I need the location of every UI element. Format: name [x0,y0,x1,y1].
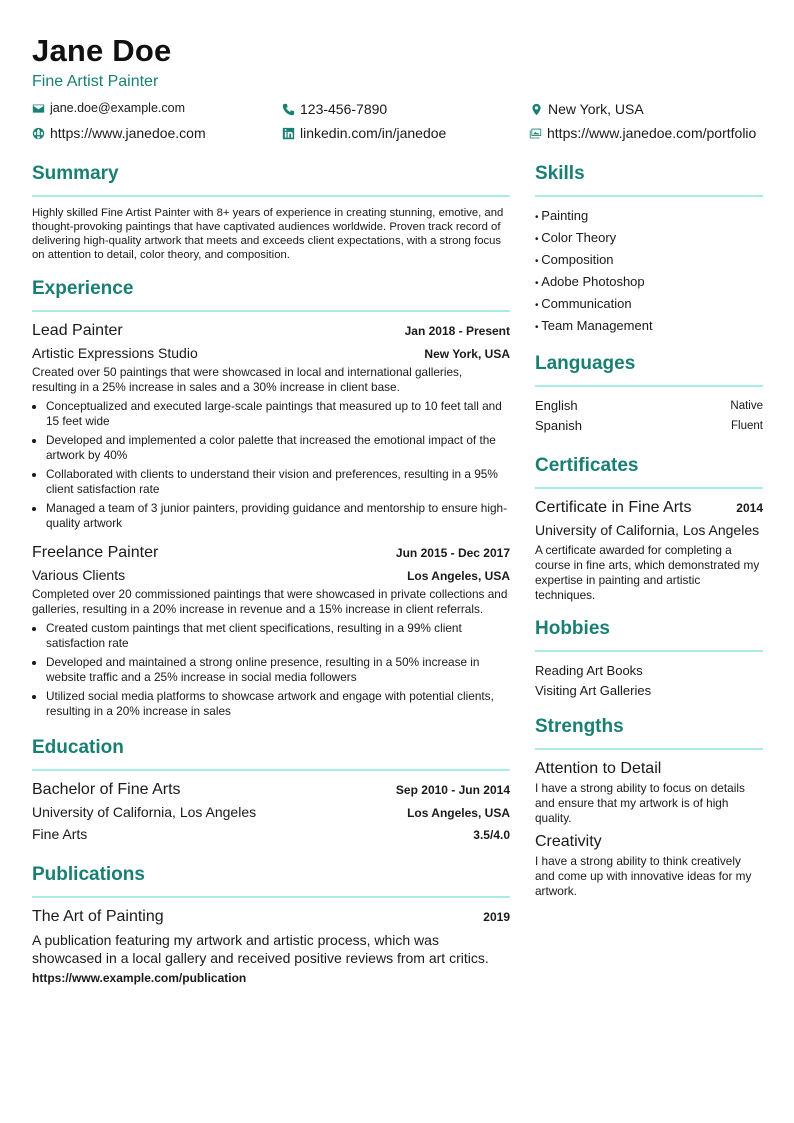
language-level: Fluent [731,420,763,432]
job-role: Fine Artist Painter [32,73,159,90]
hobby-name: Visiting Art Galleries [535,683,652,698]
certificate-year: 2014 [736,501,763,515]
job-bullet: • Developed and implemented a color palette that increased the emotional impact of the artwork by 40% [46,433,510,463]
publications-heading: Publications [32,863,510,898]
job-entry [32,543,510,719]
contact-linkedin[interactable] [282,125,446,141]
left-column [32,162,510,985]
job-location: New York, USA [424,347,510,361]
skill-item: • Communication [535,294,763,316]
education-section [32,736,510,843]
certificate-description: A certificate awarded for completing a course in fine arts, which demonstrated my expertise in painting and artistic techniques. [535,543,760,602]
publication-name: The Art of Painting [32,908,164,925]
strengths-section [535,715,763,899]
strength-description: I have a strong ability to think creatively and come up with innovative ideas for my artwork. [535,854,752,898]
job-bullet: • Created custom paintings that met client specifications, resulting in a 99% client satisfaction rate [46,621,510,651]
job-bullet: • Utilized social media platforms to showcase artwork and engage with potential clients, resulting in a 20% increase in sales [46,689,510,719]
portfolio-icon [529,127,542,140]
phone-icon [282,103,295,116]
hobby-name: Reading Art Books [535,663,643,678]
job-bullet: • Managed a team of 3 junior painters, providing guidance and mentorship to ensure high-quality artwork [46,501,510,531]
job-dates: Jun 2015 - Dec 2017 [395,546,510,560]
contact-phone[interactable] [282,101,387,117]
publication-year: 2019 [483,910,510,924]
skill-item: • Composition [535,250,763,272]
languages-heading: Languages [535,352,763,387]
skills-section [535,162,763,338]
linkedin-icon [282,127,295,140]
skill-item: • Team Management [535,316,763,338]
skill-item: • Color Theory [535,228,763,250]
language-name: English [535,398,578,413]
hobby-item [535,681,763,701]
language-item [535,396,763,416]
summary-heading: Summary [32,162,510,197]
language-item [535,416,763,436]
job-title: Freelance Painter [32,544,159,561]
strength-description: I have a strong ability to focus on details and ensure that my artwork is of high quality. [535,781,745,825]
linkedin-text: linkedin.com/in/janedoe [300,125,447,141]
certificate-name: Certificate in Fine Arts [535,499,692,516]
publications-section [32,863,510,985]
location-text: New York, USA [548,101,644,117]
strength-name: Creativity [535,833,602,850]
job-location: Los Angeles, USA [407,569,510,583]
contact-location [530,101,644,117]
publication-link[interactable]: https://www.example.com/publication [32,971,247,985]
education-heading: Education [32,736,510,771]
mail-icon [32,102,45,115]
skill-item: • Adobe Photoshop [535,272,763,294]
strengths-heading: Strengths [535,715,763,750]
experience-section [32,277,510,719]
job-company: Artistic Expressions Studio [32,345,198,361]
portfolio-text: https://www.janedoe.com/portfolio [547,125,757,141]
certificate-issuer: University of California, Los Angeles [535,522,760,538]
certificates-section [535,454,763,603]
right-column [535,162,763,899]
summary-section [32,162,510,262]
publication-description: A publication featuring my artwork and artistic process, which was showcased in a local gallery and received positive reviews from art critics. [32,932,489,966]
globe-icon [32,127,45,140]
certificates-heading: Certificates [535,454,763,489]
summary-text: Highly skilled Fine Artist Painter with 8+ years of experience in creating stunning, emotive, and thought-provoking paintings that have captivated audiences worldwide. Proven track record of delivering high-quality artwork that meets and exceeds client expectations, with a strong focus on attention to detail, color theory, and composition. [32,207,504,261]
job-summary: Completed over 20 commissioned paintings that were showcased in private collections and galleries, resulting in a 20% increase in revenue and a 15% increase in client referrals. [32,587,508,616]
website-text: https://www.janedoe.com [50,125,206,141]
job-bullets [32,621,510,719]
hobbies-section [535,617,763,701]
job-company: Various Clients [32,567,126,583]
hobby-item [535,661,763,681]
job-bullet: • Developed and maintained a strong online presence, resulting in a 50% increase in website traffic and a 25% increase in social media followers [46,655,510,685]
person-name: Jane Doe [32,33,172,68]
degree: Bachelor of Fine Arts [32,781,181,798]
job-summary: Created over 50 paintings that were showcased in local and international galleries, resulting in a 25% increase in sales and a 30% increase in client base. [32,365,463,394]
education-location: Los Angeles, USA [407,806,510,820]
field-of-study: Fine Arts [32,826,88,842]
languages-section [535,352,763,436]
job-title: Lead Painter [32,322,123,339]
location-pin-icon [530,103,543,116]
skills-heading: Skills [535,162,763,197]
language-level: Native [730,400,763,412]
job-entry [32,321,510,531]
contact-website[interactable] [32,125,206,141]
job-bullet: • Collaborated with clients to understand their vision and preferences, resulting in a 95% client satisfaction rate [46,467,510,497]
phone-text: 123-456-7890 [300,101,388,117]
job-bullet: • Conceptualized and executed large-scale paintings that measured up to 10 feet tall and 15 feet wide [46,399,510,429]
skills-list [535,206,763,338]
language-name: Spanish [535,418,582,433]
email-text: jane.doe@example.com [50,101,185,115]
resume-page [32,33,766,985]
school: University of California, Los Angeles [32,804,257,820]
contact-email[interactable] [32,101,185,115]
job-dates: Jan 2018 - Present [404,324,510,338]
hobbies-heading: Hobbies [535,617,763,652]
strength-name: Attention to Detail [535,760,662,777]
skill-item: • Painting [535,206,763,228]
gpa: 3.5/4.0 [473,828,510,842]
experience-heading: Experience [32,277,510,312]
education-dates: Sep 2010 - Jun 2014 [395,783,510,797]
contact-info [32,101,766,149]
contact-portfolio[interactable] [529,125,756,141]
job-bullets [32,399,510,531]
